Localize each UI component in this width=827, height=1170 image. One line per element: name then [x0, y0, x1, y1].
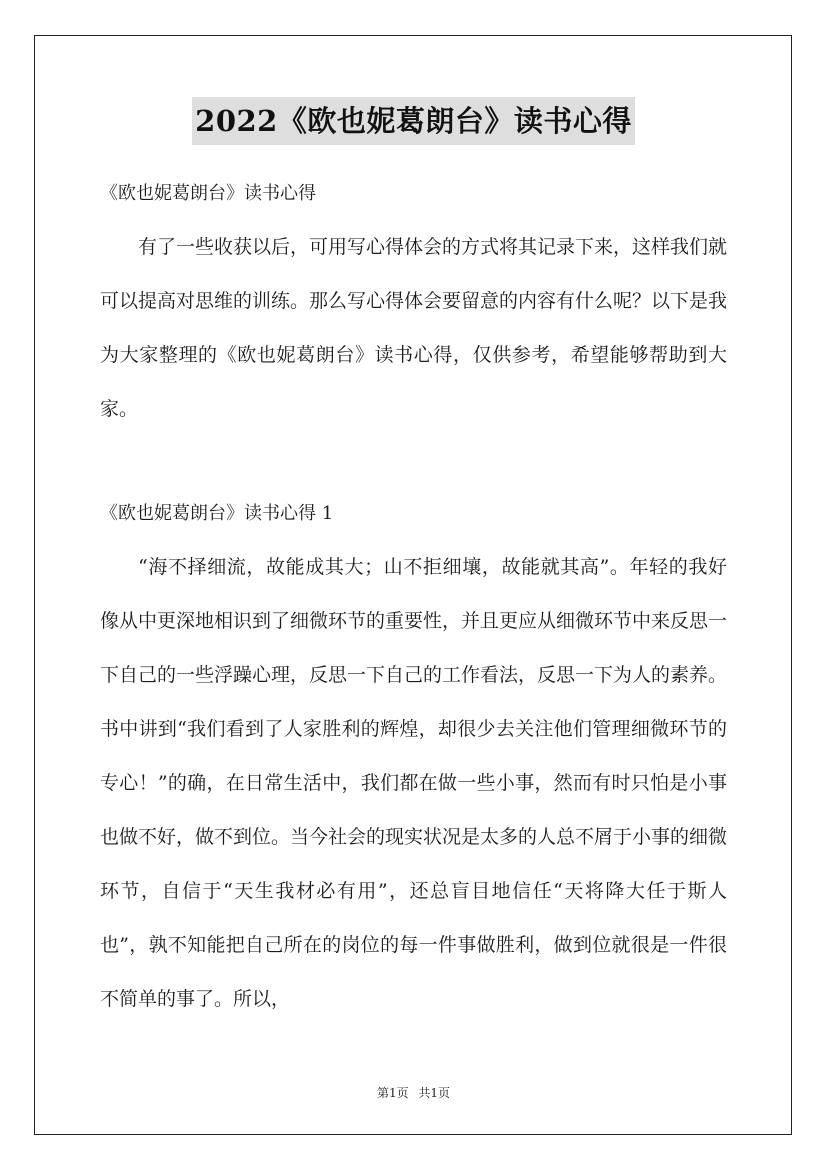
page-number: 第1页 [376, 1086, 409, 1100]
document-title: 2022《欧也妮葛朗台》读书心得 [192, 97, 635, 145]
document-body [100, 174, 727, 1026]
title-container [0, 97, 827, 145]
page-footer [0, 1084, 827, 1101]
section-1-paragraph: “海不择细流，故能成其大；山不拒细壤，故能就其高”。年轻的我好像从中更深地相识到了细微环节的重要性，并且更应从细微环节中来反思一下自己的一些浮躁心理，反思一下自己的工作看法，反思一下为人的素养。书中讲到“我们看到了人家胜利的辉煌，却很少去关注他们管理细微环节的专心！”的确，在日常生活中，我们都在做一些小事，然而有时只怕是小事也做不好，做不到位。当今社会的现实状况是太多的人总不屑于小事的细微环节，自信于“天生我材必有用”，还总盲目地信任“天将降大任于斯人也”，孰不知能把自己所在的岗位的每一件事做胜利，做到位就很是一件很不简单的事了。所以， [100, 556, 728, 1010]
section-heading-intro: 《欧也妮葛朗台》读书心得 [100, 183, 316, 204]
section-heading-1: 《欧也妮葛朗台》读书心得 1 [100, 503, 334, 524]
intro-paragraph: 有了一些收获以后，可用写心得体会的方式将其记录下来，这样我们就可以提高对思维的训练。那么写心得体会要留意的内容有什么呢？以下是我为大家整理的《欧也妮葛朗台》读书心得，仅供参考，希望能够帮助到大家。 [100, 236, 728, 420]
page-total: 共1页 [418, 1086, 451, 1100]
